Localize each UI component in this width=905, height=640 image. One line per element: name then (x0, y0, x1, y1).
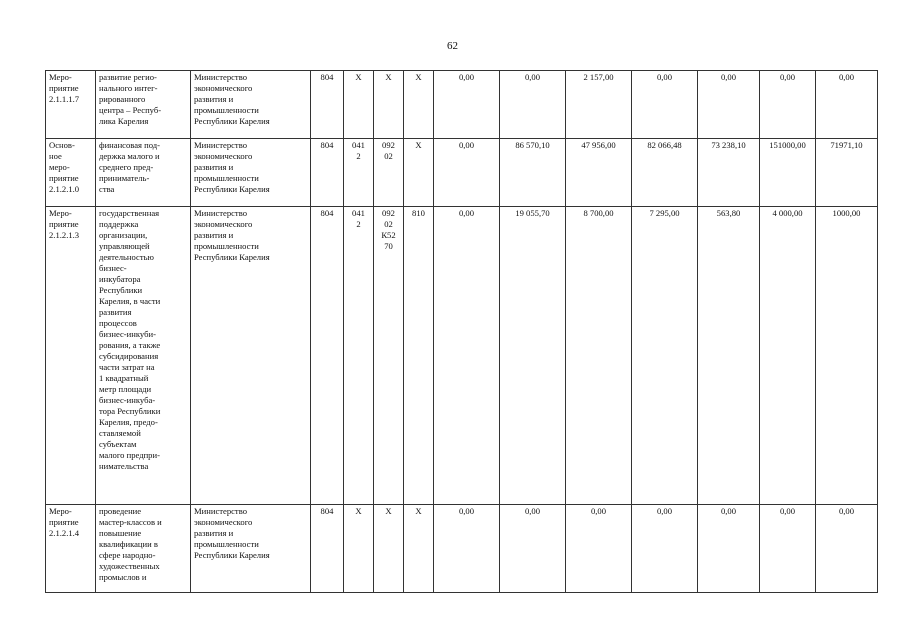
value-cell: 7 295,00 (632, 207, 698, 505)
value-cell: 71971,10 (816, 139, 878, 207)
table-row (46, 139, 878, 207)
vr-cell: Х (404, 139, 434, 207)
value-cell: 0,00 (434, 71, 500, 139)
csr-cell: Х (374, 71, 404, 139)
value-cell: 0,00 (698, 71, 760, 139)
executor-cell: Министерство экономического развития и промышленности Республики Карелия (191, 139, 311, 207)
name-cell: финансовая под- держка малого и среднего пред- приниматель- ства (96, 139, 191, 207)
value-cell: 0,00 (816, 505, 878, 593)
status-cell: Меро- приятие 2.1.1.1.7 (46, 71, 96, 139)
value-cell: 0,00 (434, 139, 500, 207)
rzpr-cell: Х (344, 505, 374, 593)
page-number: 62 (447, 40, 458, 52)
table-row (46, 207, 878, 505)
executor-cell: Министерство экономического развития и промышленности Республики Карелия (191, 207, 311, 505)
grbs-cell: 804 (311, 139, 344, 207)
status-cell: Основ- ное меро- приятие 2.1.2.1.0 (46, 139, 96, 207)
csr-cell: 092 02 К52 70 (374, 207, 404, 505)
value-cell: 4 000,00 (760, 207, 816, 505)
value-cell: 0,00 (698, 505, 760, 593)
vr-cell: Х (404, 505, 434, 593)
value-cell: 47 956,00 (566, 139, 632, 207)
value-cell: 0,00 (434, 207, 500, 505)
grbs-cell: 804 (311, 505, 344, 593)
csr-cell: 092 02 (374, 139, 404, 207)
rzpr-cell: 041 2 (344, 207, 374, 505)
status-cell: Меро- приятие 2.1.2.1.3 (46, 207, 96, 505)
table-row (46, 71, 878, 139)
name-cell: проведение мастер-классов и повышение квалификации в сфере народно- художественных промыслов и (96, 505, 191, 593)
value-cell: 151000,00 (760, 139, 816, 207)
value-cell: 0,00 (500, 71, 566, 139)
executor-cell: Министерство экономического развития и промышленности Республики Карелия (191, 505, 311, 593)
value-cell: 0,00 (760, 505, 816, 593)
value-cell: 19 055,70 (500, 207, 566, 505)
status-cell: Меро- приятие 2.1.2.1.4 (46, 505, 96, 593)
value-cell: 86 570,10 (500, 139, 566, 207)
value-cell: 563,80 (698, 207, 760, 505)
value-cell: 82 066,48 (632, 139, 698, 207)
value-cell: 1000,00 (816, 207, 878, 505)
value-cell: 0,00 (816, 71, 878, 139)
name-cell: развитие регио- нального интег- рированного центра – Респуб- лика Карелия (96, 71, 191, 139)
value-cell: 0,00 (500, 505, 566, 593)
grbs-cell: 804 (311, 207, 344, 505)
rzpr-cell: 041 2 (344, 139, 374, 207)
value-cell: 0,00 (632, 71, 698, 139)
value-cell: 2 157,00 (566, 71, 632, 139)
name-cell: государственная поддержка организации, управляющей деятельностью бизнес- инкубатора Республики Карелия, в части развития процессов бизнес-инкуби- рования, а также субсидирования части затрат на 1 квадратный метр площади бизнес-инкуба- тора Республики Карелия, предо- ставляемой субъектам малого предпри- нимательства (96, 207, 191, 505)
value-cell: 73 238,10 (698, 139, 760, 207)
vr-cell: Х (404, 71, 434, 139)
value-cell: 8 700,00 (566, 207, 632, 505)
budget-table (45, 70, 878, 593)
value-cell: 0,00 (434, 505, 500, 593)
vr-cell: 810 (404, 207, 434, 505)
executor-cell: Министерство экономического развития и промышленности Республики Карелия (191, 71, 311, 139)
grbs-cell: 804 (311, 71, 344, 139)
table-row (46, 505, 878, 593)
rzpr-cell: Х (344, 71, 374, 139)
value-cell: 0,00 (632, 505, 698, 593)
csr-cell: Х (374, 505, 404, 593)
value-cell: 0,00 (566, 505, 632, 593)
value-cell: 0,00 (760, 71, 816, 139)
